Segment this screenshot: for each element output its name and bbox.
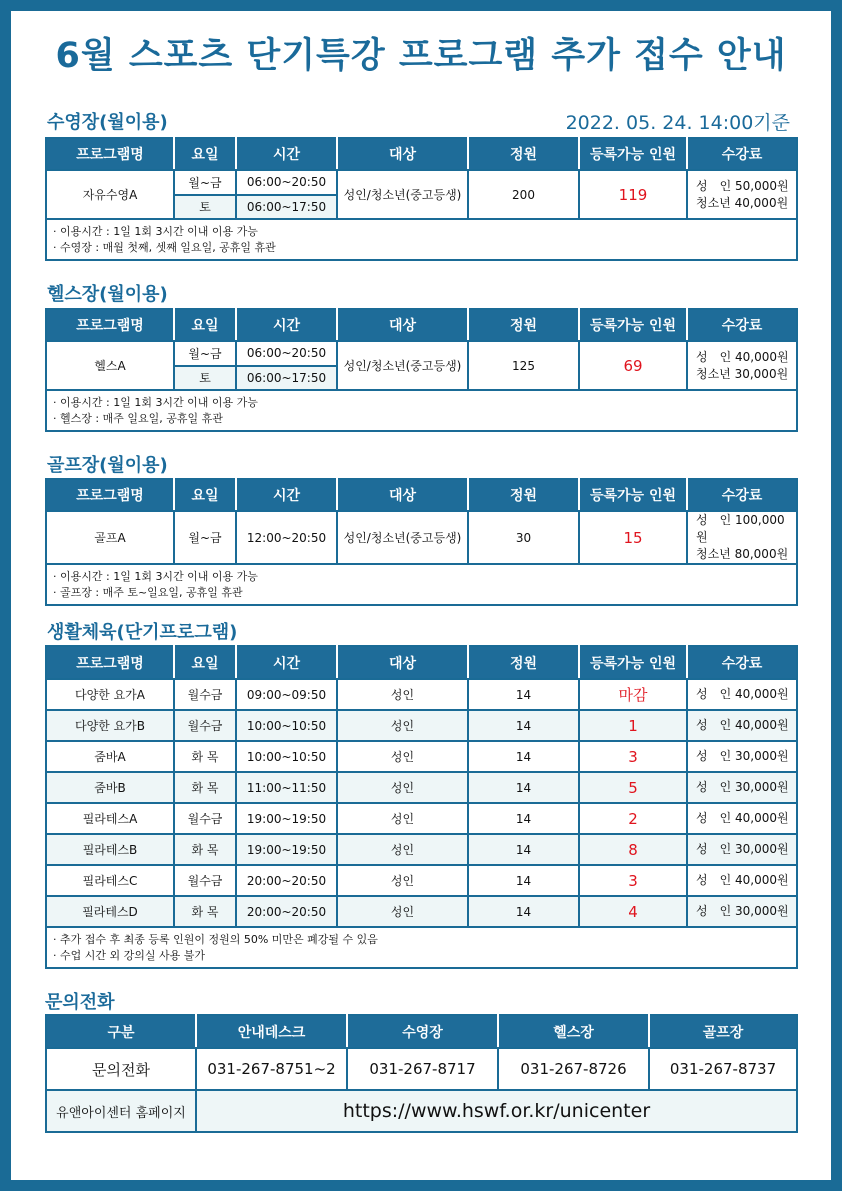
days: 토: [174, 366, 236, 391]
column-header: 수강료: [687, 646, 797, 679]
time: 06:00~17:50: [236, 195, 337, 220]
available-count: 1: [579, 710, 687, 741]
target: 성인: [337, 803, 468, 834]
phone-number[interactable]: 031-267-8737: [649, 1048, 797, 1090]
program-name: 다양한 요가B: [46, 710, 174, 741]
column-header: 시간: [236, 309, 337, 341]
capacity: 30: [468, 511, 579, 564]
notes-row: [46, 927, 797, 968]
column-header: 수강료: [687, 309, 797, 341]
fee: 성 인 30,000원: [687, 741, 797, 772]
table-row: [46, 803, 797, 834]
note: · 이용시간 : 1일 1회 3시간 이내 이용 가능: [53, 395, 258, 409]
column-header: 요일: [174, 479, 236, 511]
column-header: 안내데스크: [196, 1015, 347, 1048]
days: 월수금: [174, 803, 236, 834]
note: · 추가 접수 후 최종 등록 인원이 정원의 50% 미만은 폐강될 수 있음: [53, 932, 378, 946]
capacity: 14: [468, 865, 579, 896]
phone-number[interactable]: 031-267-8726: [498, 1048, 649, 1090]
fee-line: 성 인 50,000원: [696, 178, 789, 193]
section-heading: 생활체육(단기프로그램): [47, 622, 238, 643]
program-name: 골프A: [46, 511, 174, 564]
available-count: 5: [579, 772, 687, 803]
capacity: 14: [468, 803, 579, 834]
available-count: 마감: [579, 679, 687, 710]
column-header: 프로그램명: [46, 479, 174, 511]
column-header: 시간: [236, 138, 337, 170]
time: 11:00~11:50: [236, 772, 337, 803]
column-header: 대상: [337, 479, 468, 511]
phone-number[interactable]: 031-267-8751~2: [196, 1048, 347, 1090]
column-header: 등록가능 인원: [579, 138, 687, 170]
fee-line: 성 인 100,000원: [696, 513, 785, 544]
fee-line: 청소년 30,000원: [696, 366, 789, 381]
phone-label: 문의전화: [46, 1048, 196, 1090]
capacity: 14: [468, 710, 579, 741]
capacity: 14: [468, 679, 579, 710]
column-header: 정원: [468, 646, 579, 679]
program-name: 필라테스C: [46, 865, 174, 896]
program-table: [45, 308, 798, 432]
homepage-label: 유앤아이센터 홈페이지: [46, 1090, 196, 1132]
column-header: 수강료: [687, 138, 797, 170]
target: 성인: [337, 772, 468, 803]
column-header: 등록가능 인원: [579, 479, 687, 511]
column-header: 정원: [468, 479, 579, 511]
fee: [687, 170, 797, 219]
column-header: 프로그램명: [46, 138, 174, 170]
time: 20:00~20:50: [236, 896, 337, 927]
days: 월~금: [174, 341, 236, 366]
note: · 수업 시간 외 강의실 사용 불가: [53, 948, 205, 962]
days: 화 목: [174, 834, 236, 865]
target: 성인: [337, 710, 468, 741]
target: 성인: [337, 679, 468, 710]
target: 성인: [337, 741, 468, 772]
program-name: 필라테스B: [46, 834, 174, 865]
section-heading: 수영장(월이용): [47, 112, 168, 133]
table-row: [46, 741, 797, 772]
days: 월수금: [174, 679, 236, 710]
note: · 헬스장 : 매주 일요일, 공휴일 휴관: [53, 411, 223, 425]
program-name: 줌바A: [46, 741, 174, 772]
time: 09:00~09:50: [236, 679, 337, 710]
time: 10:00~10:50: [236, 741, 337, 772]
target: 성인/청소년(중고등생): [337, 170, 468, 219]
target: 성인: [337, 896, 468, 927]
column-header: 요일: [174, 138, 236, 170]
notes: [46, 564, 797, 605]
column-header: 수영장: [347, 1015, 498, 1048]
target: 성인/청소년(중고등생): [337, 511, 468, 564]
fee: 성 인 40,000원: [687, 710, 797, 741]
program-table: [45, 645, 798, 969]
section-heading: 문의전화: [45, 992, 115, 1013]
table-row: [46, 511, 797, 564]
phone-row: [46, 1048, 797, 1090]
reference-date: 2022. 05. 24. 14:00기준: [565, 112, 790, 134]
column-header: 시간: [236, 479, 337, 511]
column-header: 요일: [174, 646, 236, 679]
days: 화 목: [174, 772, 236, 803]
column-header: 구분: [46, 1015, 196, 1048]
target: 성인: [337, 865, 468, 896]
column-header: 프로그램명: [46, 309, 174, 341]
days: 월수금: [174, 865, 236, 896]
notes: [46, 390, 797, 431]
days: 월~금: [174, 170, 236, 195]
time: 19:00~19:50: [236, 803, 337, 834]
fee: 성 인 40,000원: [687, 679, 797, 710]
notes-row: [46, 564, 797, 605]
fee-line: 성 인 40,000원: [696, 349, 789, 364]
days: 화 목: [174, 741, 236, 772]
note: · 이용시간 : 1일 1회 3시간 이내 이용 가능: [53, 224, 258, 238]
table-row: [46, 865, 797, 896]
fee: [687, 511, 797, 564]
table-row: [46, 896, 797, 927]
target: 성인/청소년(중고등생): [337, 341, 468, 390]
fee: 성 인 30,000원: [687, 834, 797, 865]
header-row: [46, 138, 797, 170]
capacity: 200: [468, 170, 579, 219]
column-header: 대상: [337, 646, 468, 679]
column-header: 등록가능 인원: [579, 646, 687, 679]
column-header: 대상: [337, 138, 468, 170]
time: 06:00~20:50: [236, 341, 337, 366]
notes-row: [46, 219, 797, 260]
program-name: 다양한 요가A: [46, 679, 174, 710]
available-count: 69: [579, 341, 687, 390]
column-header: 정원: [468, 309, 579, 341]
available-count: 3: [579, 865, 687, 896]
program-name: 필라테스D: [46, 896, 174, 927]
days: 화 목: [174, 896, 236, 927]
column-header: 정원: [468, 138, 579, 170]
available-count: 15: [579, 511, 687, 564]
table-row: [46, 772, 797, 803]
time: 06:00~17:50: [236, 366, 337, 391]
column-header: 요일: [174, 309, 236, 341]
capacity: 125: [468, 341, 579, 390]
capacity: 14: [468, 772, 579, 803]
note: · 골프장 : 매주 토~일요일, 공휴일 휴관: [53, 585, 243, 599]
available-count: 119: [579, 170, 687, 219]
contact-table: [45, 1014, 798, 1133]
time: 10:00~10:50: [236, 710, 337, 741]
notes: [46, 927, 797, 968]
available-count: 2: [579, 803, 687, 834]
program-table: [45, 478, 798, 606]
time: 12:00~20:50: [236, 511, 337, 564]
capacity: 14: [468, 741, 579, 772]
table-row: [46, 710, 797, 741]
phone-number[interactable]: 031-267-8717: [347, 1048, 498, 1090]
column-header: 골프장: [649, 1015, 797, 1048]
note: · 수영장 : 매월 첫째, 셋째 일요일, 공휴일 휴관: [53, 240, 276, 254]
fee: 성 인 30,000원: [687, 772, 797, 803]
fee-line: 청소년 40,000원: [696, 195, 789, 210]
days: 월수금: [174, 710, 236, 741]
page-title: 6월 스포츠 단기특강 프로그램 추가 접수 안내: [55, 36, 787, 76]
column-header: 프로그램명: [46, 646, 174, 679]
column-header: 시간: [236, 646, 337, 679]
available-count: 3: [579, 741, 687, 772]
fee: 성 인 40,000원: [687, 803, 797, 834]
homepage-row: [46, 1090, 797, 1132]
time: 20:00~20:50: [236, 865, 337, 896]
homepage-link[interactable]: https://www.hswf.or.kr/unicenter: [196, 1090, 797, 1132]
days: 토: [174, 195, 236, 220]
program-name: 줌바B: [46, 772, 174, 803]
days: 월~금: [174, 511, 236, 564]
header-row: [46, 646, 797, 679]
table-row: [46, 341, 797, 366]
section-heading: 골프장(월이용): [47, 455, 168, 476]
capacity: 14: [468, 834, 579, 865]
time: 06:00~20:50: [236, 170, 337, 195]
fee: 성 인 40,000원: [687, 865, 797, 896]
notes-row: [46, 390, 797, 431]
column-header: 등록가능 인원: [579, 309, 687, 341]
table-row: [46, 170, 797, 195]
header-row: [46, 1015, 797, 1048]
table-row: [46, 679, 797, 710]
target: 성인: [337, 834, 468, 865]
header-row: [46, 309, 797, 341]
notes: [46, 219, 797, 260]
column-header: 대상: [337, 309, 468, 341]
note: · 이용시간 : 1일 1회 3시간 이내 이용 가능: [53, 569, 258, 583]
column-header: 헬스장: [498, 1015, 649, 1048]
fee: [687, 341, 797, 390]
time: 19:00~19:50: [236, 834, 337, 865]
program-name: 필라테스A: [46, 803, 174, 834]
program-name: 헬스A: [46, 341, 174, 390]
capacity: 14: [468, 896, 579, 927]
program-table: [45, 137, 798, 261]
table-row: [46, 834, 797, 865]
available-count: 4: [579, 896, 687, 927]
fee-line: 청소년 80,000원: [696, 547, 789, 561]
header-row: [46, 479, 797, 511]
section-heading: 헬스장(월이용): [47, 284, 168, 305]
program-name: 자유수영A: [46, 170, 174, 219]
column-header: 수강료: [687, 479, 797, 511]
fee: 성 인 30,000원: [687, 896, 797, 927]
available-count: 8: [579, 834, 687, 865]
